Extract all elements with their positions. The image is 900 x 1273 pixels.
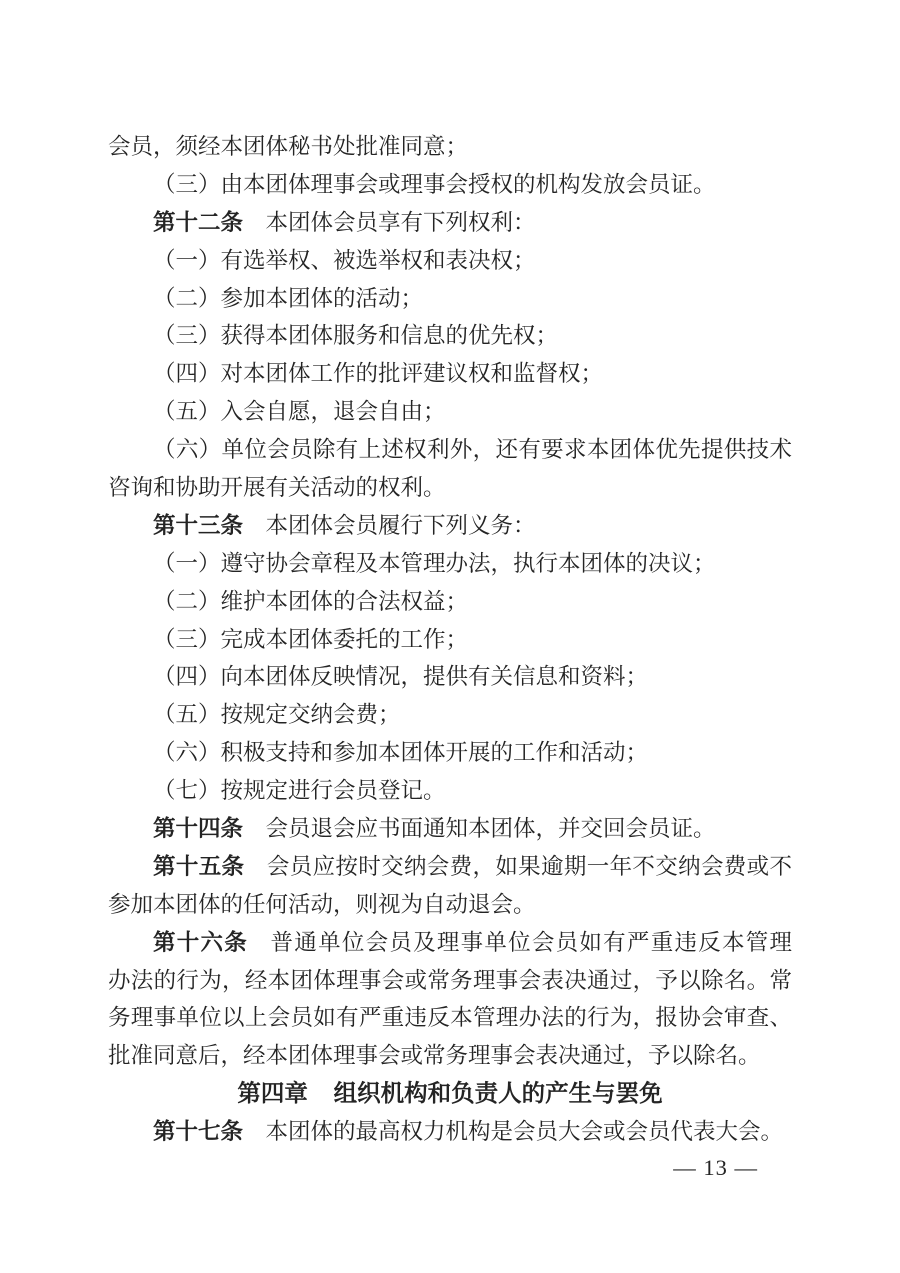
text-line [108, 280, 792, 318]
article-line [108, 1113, 792, 1151]
line-text: （五）按规定交纳会费； [153, 702, 401, 728]
line-text: 本团体会员履行下列义务： [265, 512, 536, 538]
line-text: （六）积极支持和参加本团体开展的工作和活动； [153, 740, 649, 766]
text-line [108, 1037, 792, 1075]
line-text: （五）入会自愿，退会自由； [153, 399, 446, 425]
article-line [108, 924, 792, 962]
article-number-label: 第十四条 [153, 816, 244, 842]
text-line [108, 393, 792, 431]
line-text: 本团体会员享有下列权利： [265, 209, 536, 235]
text-line [108, 583, 792, 621]
line-text: （三）由本团体理事会或理事会授权的机构发放会员证。 [153, 171, 716, 197]
line-text: 会员，须经本团体秘书处批准同意； [108, 134, 469, 159]
line-text: 务理事单位以上会员如有严重违反本管理办法的行为，报协会审查、 [108, 1005, 792, 1031]
line-text: （三）获得本团体服务和信息的优先权； [153, 323, 559, 349]
article-number-label: 第十二条 [153, 209, 244, 235]
text-line [108, 696, 792, 734]
text-line [108, 242, 792, 280]
line-text: 普通单位会员及理事单位会员如有严重违反本管理 [270, 929, 792, 955]
text-line [108, 772, 792, 810]
text-line [108, 886, 792, 924]
line-text: （四）对本团体工作的批评建议权和监督权； [153, 361, 604, 387]
line-text: 参加本团体的任何活动，则视为自动退会。 [108, 891, 536, 917]
line-text: （四）向本团体反映情况，提供有关信息和资料； [153, 664, 649, 690]
line-text: （七）按规定进行会员登记。 [153, 778, 446, 804]
line-text: （三）完成本团体委托的工作； [153, 626, 469, 652]
text-line [108, 166, 792, 204]
text-line [108, 469, 792, 507]
line-text: 咨询和协助开展有关活动的权利。 [108, 475, 446, 501]
line-text: （一）遵守协会章程及本管理办法，执行本团体的决议； [153, 550, 716, 576]
line-text: 办法的行为，经本团体理事会或常务理事会表决通过，予以除名。常 [108, 967, 792, 993]
text-line [108, 355, 792, 393]
text-line [108, 545, 792, 583]
text-line [108, 431, 792, 469]
line-text: 批准同意后，经本团体理事会或常务理事会表决通过，予以除名。 [108, 1043, 761, 1069]
line-text: 组织机构和负责人的产生与罢免 [333, 1080, 663, 1107]
line-text: （六）单位会员除有上述权利外，还有要求本团体优先提供技术 [153, 437, 792, 463]
line-text: （二）参加本团体的活动； [153, 285, 424, 311]
text-line [108, 962, 792, 1000]
article-line [108, 810, 792, 848]
article-number-label: 第十七条 [153, 1119, 244, 1145]
chapter-heading [108, 1075, 792, 1113]
line-text: （二）维护本团体的合法权益； [153, 588, 469, 614]
article-line [108, 204, 792, 242]
article-number-label: 第十六条 [153, 929, 249, 955]
article-number-label: 第十三条 [153, 512, 244, 538]
article-line [108, 507, 792, 545]
text-line [108, 621, 792, 659]
text-line [108, 658, 792, 696]
line-text: 会员退会应书面通知本团体，并交回会员证。 [265, 816, 716, 842]
page-number: — 13 — [673, 1155, 758, 1180]
article-number-label: 第十五条 [153, 853, 245, 879]
chapter-number-label: 第四章 [237, 1080, 308, 1107]
text-line [108, 734, 792, 772]
line-text: 会员应按时交纳会费，如果逾期一年不交纳会费或不 [266, 853, 792, 879]
line-text: 本团体的最高权力机构是会员大会或会员代表大会。 [265, 1119, 784, 1145]
text-block [108, 128, 792, 1151]
text-line [108, 128, 792, 166]
article-line [108, 848, 792, 886]
line-text: （一）有选举权、被选举权和表决权； [153, 247, 536, 273]
text-line [108, 317, 792, 355]
text-line [108, 999, 792, 1037]
